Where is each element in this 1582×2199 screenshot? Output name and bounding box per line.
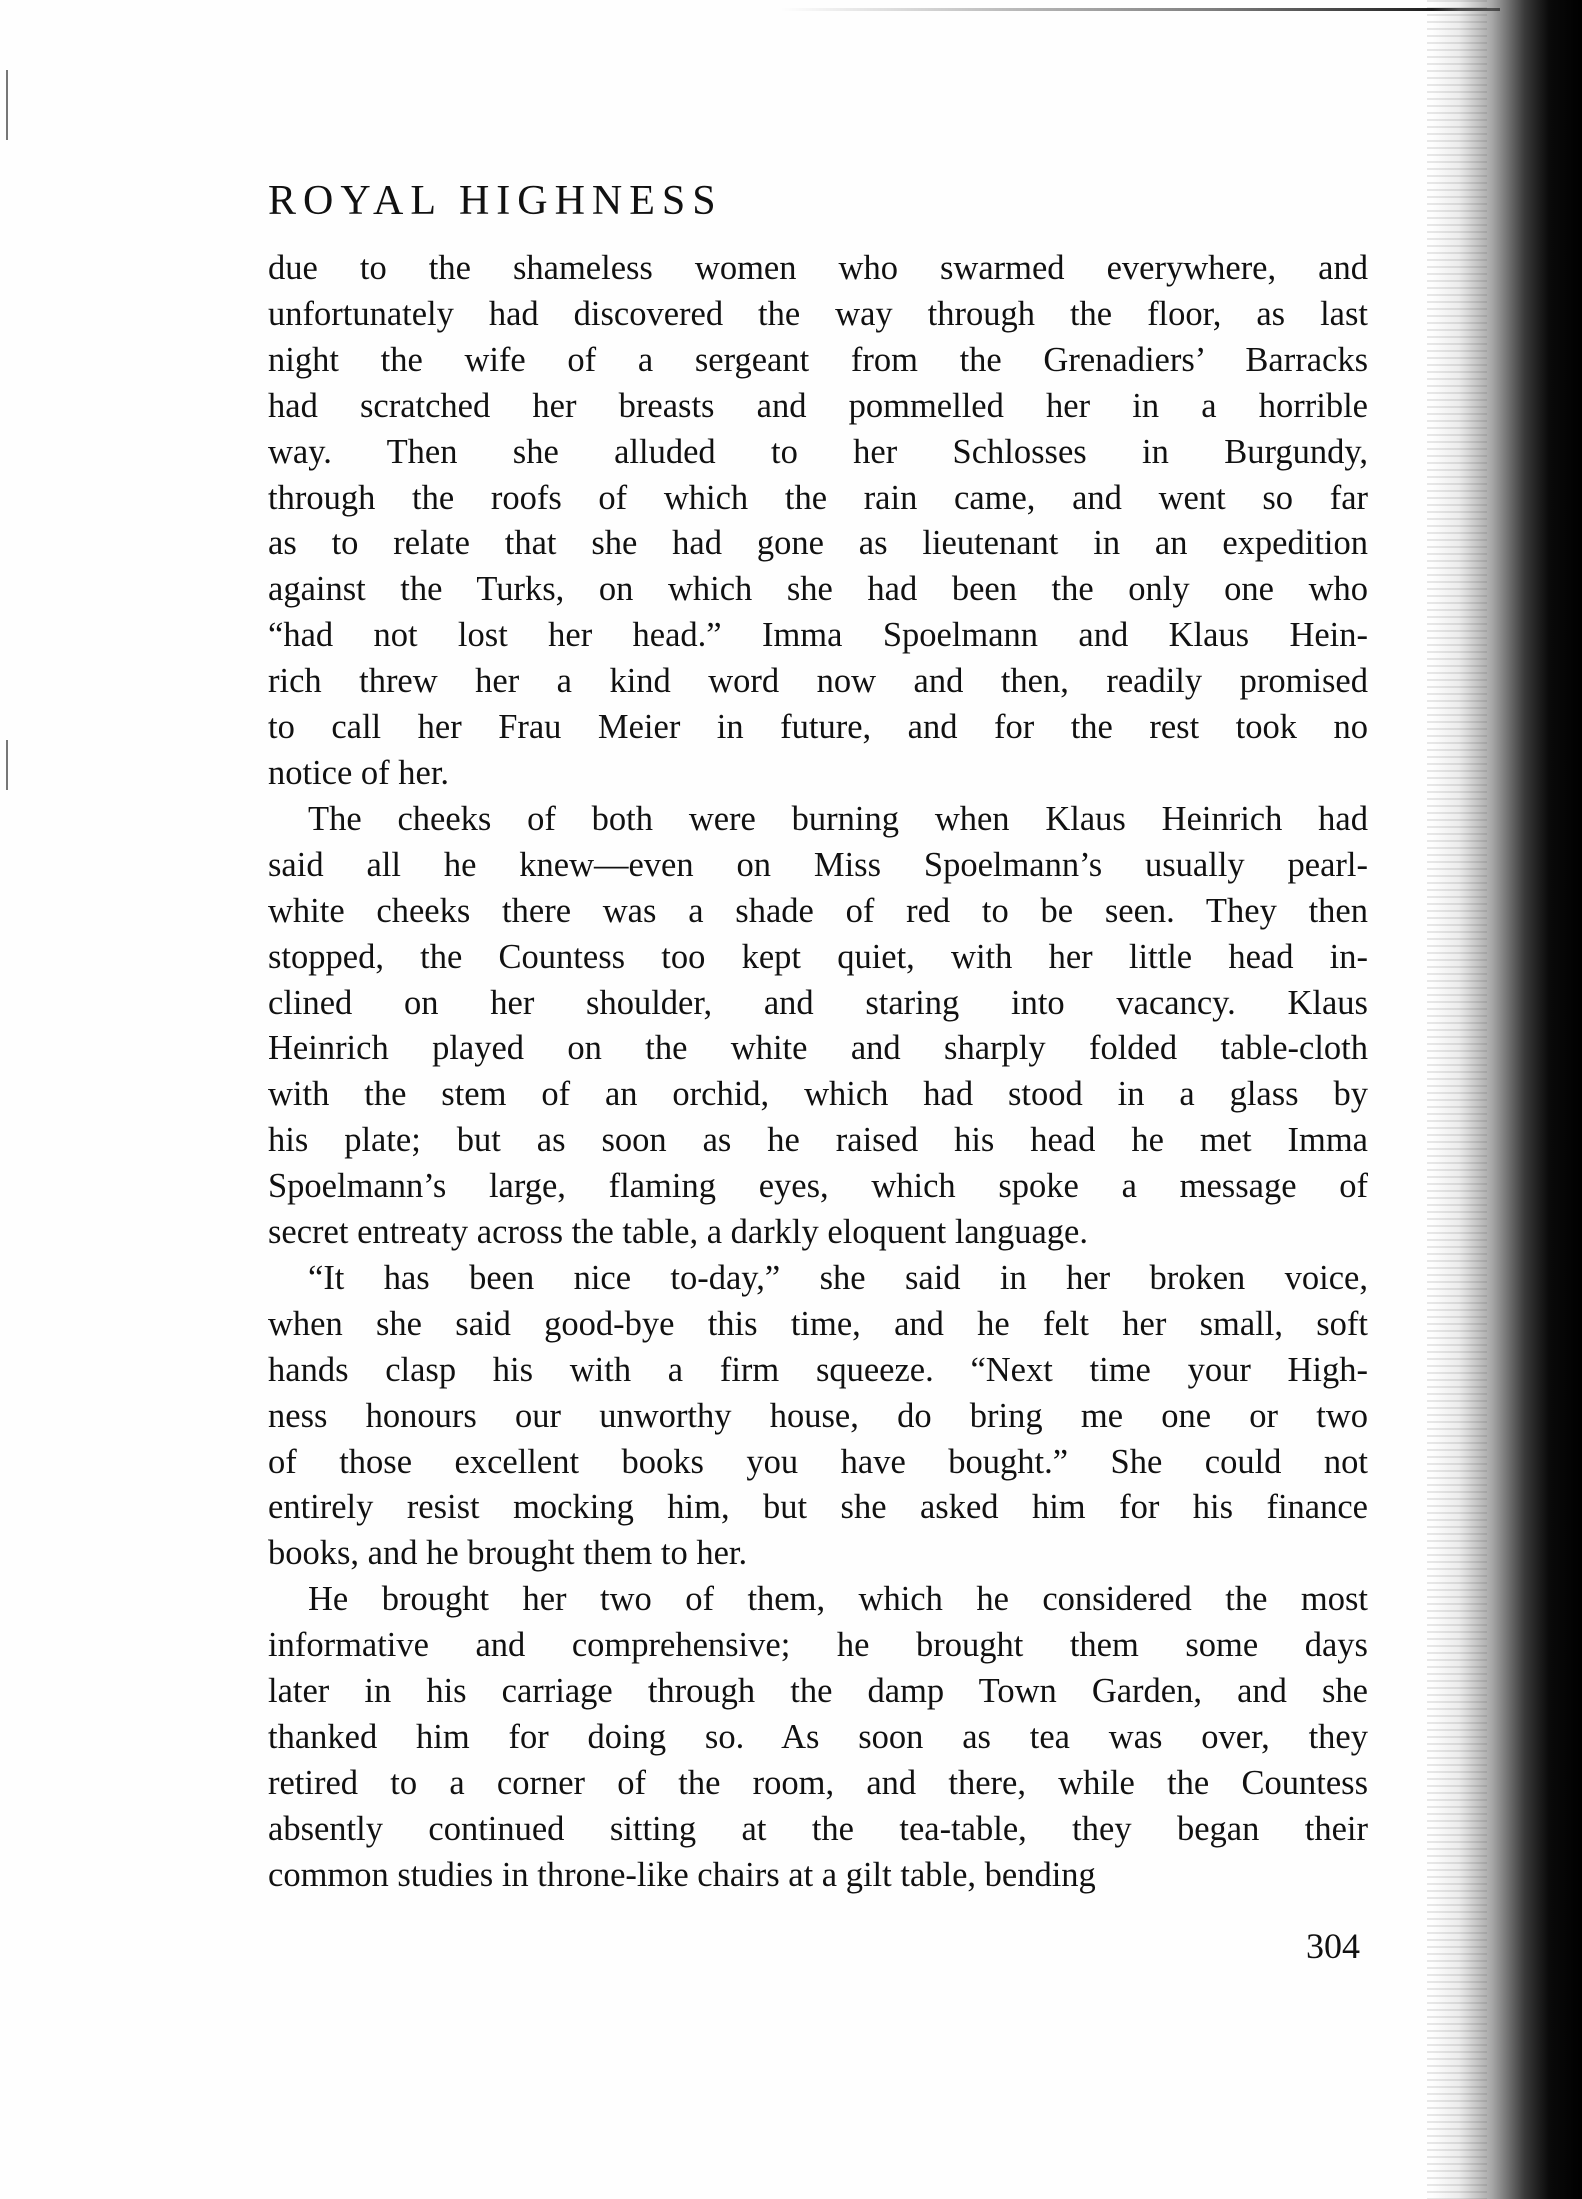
text-line: informative and comprehensive; he brought them some days bbox=[268, 1626, 1368, 1665]
text-line: night the wife of a sergeant from the Grenadiers’ Barracks bbox=[268, 340, 1368, 379]
text-line: notice of her. bbox=[268, 753, 450, 792]
text-line: stopped, the Countess too kept quiet, with her little head in- bbox=[268, 937, 1368, 976]
text-line: white cheeks there was a shade of red to be seen. They then bbox=[268, 891, 1368, 930]
running-head: ROYAL HIGHNESS bbox=[268, 178, 723, 224]
text-line: clined on her shoulder, and staring into vacancy. Klaus bbox=[268, 983, 1368, 1022]
text-line: The cheeks of both were burning when Klaus Heinrich had bbox=[308, 799, 1368, 838]
scan-margin-mark bbox=[6, 740, 8, 790]
text-line: with the stem of an orchid, which had stood in a glass by bbox=[268, 1075, 1368, 1114]
text-line: way. Then she alluded to her Schlosses in Burgundy, bbox=[268, 432, 1368, 471]
page-number: 304 bbox=[1306, 1926, 1360, 1966]
text-line: “It has been nice to-day,” she said in her broken voice, bbox=[308, 1258, 1368, 1297]
text-line: “had not lost her head.” Imma Spoelmann and Klaus Hein- bbox=[268, 616, 1368, 655]
text-line: unfortunately had discovered the way through the floor, as last bbox=[268, 294, 1368, 333]
text-line: absently continued sitting at the tea-table, they began their bbox=[268, 1809, 1368, 1848]
text-line: retired to a corner of the room, and there, while the Countess bbox=[268, 1763, 1368, 1802]
text-line: through the roofs of which the rain came, and went so far bbox=[268, 478, 1368, 517]
paragraph-p4 bbox=[268, 1577, 1368, 1898]
text-line: later in his carriage through the damp Town Garden, and she bbox=[268, 1672, 1368, 1711]
text-line: his plate; but as soon as he raised his head he met Imma bbox=[268, 1121, 1368, 1160]
scan-edge-line bbox=[780, 8, 1500, 11]
text-line: of those excellent books you have bought.” She could not bbox=[268, 1442, 1368, 1481]
text-line: thanked him for doing so. As soon as tea was over, they bbox=[268, 1718, 1368, 1756]
text-line: as to relate that she had gone as lieutenant in an expedition bbox=[268, 524, 1368, 563]
paragraph-p3 bbox=[268, 1256, 1368, 1577]
text-line: said all he knew—even on Miss Spoelmann’s usually pearl- bbox=[268, 845, 1368, 884]
text-line: ness honours our unworthy house, do bring me one or two bbox=[268, 1396, 1368, 1435]
text-line: secret entreaty across the table, a darkly eloquent language. bbox=[268, 1213, 1088, 1252]
paragraph-p2 bbox=[268, 797, 1368, 1256]
text-line: hands clasp his with a firm squeeze. “Next time your High- bbox=[268, 1350, 1368, 1389]
body-text bbox=[268, 246, 1368, 1899]
binding-gutter-texture bbox=[1427, 0, 1487, 2199]
text-line: against the Turks, on which she had been the only one who bbox=[268, 570, 1368, 609]
text-line: Spoelmann’s large, flaming eyes, which spoke a message of bbox=[268, 1167, 1368, 1206]
text-line: had scratched her breasts and pommelled her in a horrible bbox=[268, 386, 1368, 425]
paragraph-p1 bbox=[268, 246, 1368, 797]
text-line: rich threw her a kind word now and then, readily promised bbox=[268, 662, 1368, 701]
text-line: to call her Frau Meier in future, and for the rest took no bbox=[268, 708, 1368, 747]
scan-margin-mark bbox=[6, 70, 8, 140]
text-line: due to the shameless women who swarmed everywhere, and bbox=[268, 249, 1368, 287]
text-line: common studies in throne-like chairs at a gilt table, bending bbox=[268, 1855, 1096, 1894]
text-line: books, and he brought them to her. bbox=[268, 1534, 748, 1573]
text-line: Heinrich played on the white and sharply folded table-cloth bbox=[268, 1029, 1368, 1068]
text-line: He brought her two of them, which he considered the most bbox=[308, 1580, 1368, 1619]
text-line: when she said good-bye this time, and he felt her small, soft bbox=[268, 1304, 1368, 1343]
text-line: entirely resist mocking him, but she asked him for his finance bbox=[268, 1488, 1368, 1527]
